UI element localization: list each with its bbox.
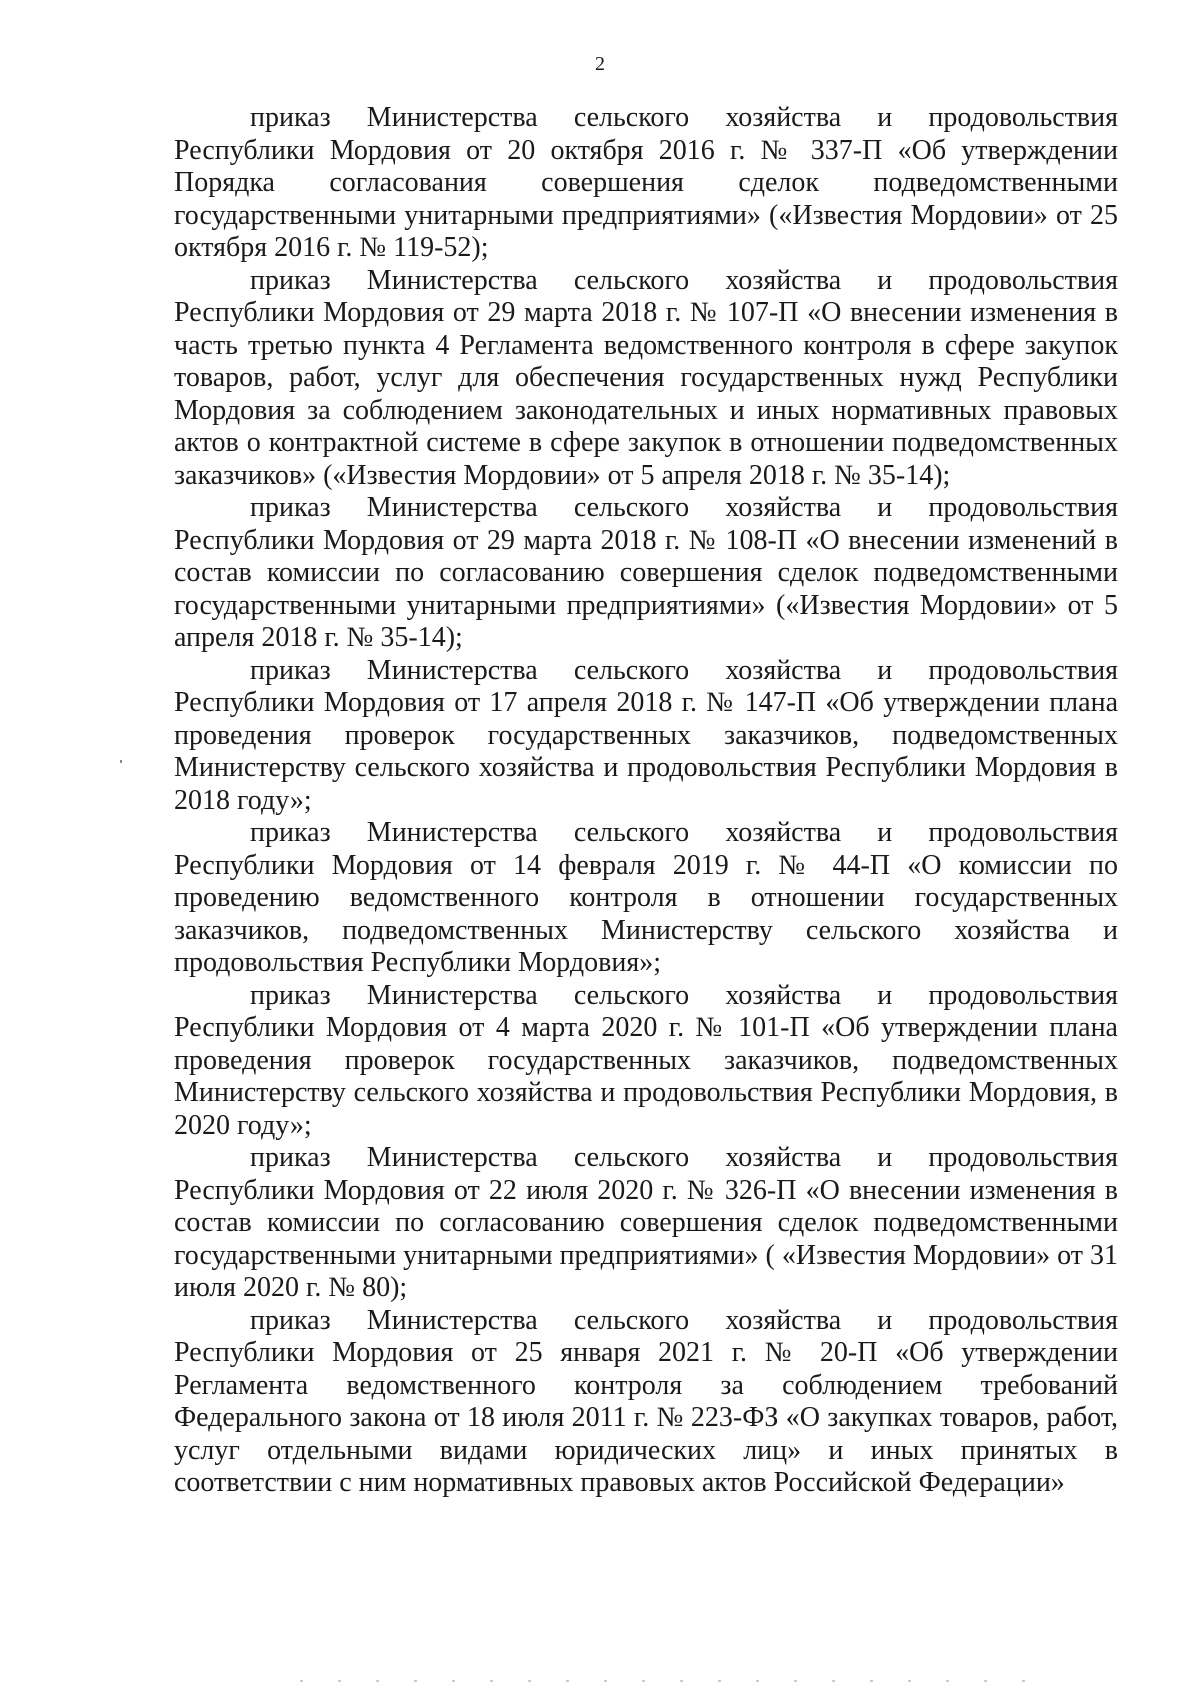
paragraph-order-337: приказ Министерства сельского хозяйства и продовольствия Республики Мордовия от 20 октября 2016 г. № 337-П «Об утверждении Порядка согласования совершения сделок подведомственными государственными унитарными предприятиями» («Известия Мордовии» от 25 октября 2016 г. № 119-52); xyxy=(174,102,1118,263)
paragraph-order-326: приказ Министерства сельского хозяйства и продовольствия Республики Мордовия от 22 июля 2020 г. № 326-П «О внесении изменения в состав комиссии по согласованию совершения сделок подведомственными государственными унитарными предприятиями» ( «Известия Мордовии» от 31 июля 2020 г. № 80); xyxy=(174,1142,1118,1303)
page-number: 2 xyxy=(595,53,605,75)
paragraph-order-101: приказ Министерства сельского хозяйства и продовольствия Республики Мордовия от 4 марта 2020 г. № 101-П «Об утверждении плана проведения проверок государственных заказчиков, подведомственных Министерству сельского хозяйства и продовольствия Республики Мордовия, в 2020 году»; xyxy=(174,979,1118,1141)
paragraph-order-20: приказ Министерства сельского хозяйства и продовольствия Республики Мордовия от 25 января 2021 г. № 20-П «Об утверждении Регламента ведомственного контроля за соблюдением требований Федерального закона от 18 июля 2011 г. № 223-ФЗ «О закупках товаров, работ, услуг отдельными видами юридических лиц» и иных принятых в соответствии с ним нормативных правовых актов Российской Федерации» xyxy=(174,1304,1118,1498)
paragraph-order-44: приказ Министерства сельского хозяйства и продовольствия Республики Мордовия от 14 февраля 2019 г. № 44-П «О комиссии по проведению ведомственного контроля в отношении государственных заказчиков, подведомственных Министерству сельского хозяйства и продовольствия Республики Мордовия»; xyxy=(174,817,1118,978)
paragraph-order-147: приказ Министерства сельского хозяйства и продовольствия Республики Мордовия от 17 апреля 2018 г. № 147-П «Об утверждении плана проведения проверок государственных заказчиков, подведомственных Министерству сельского хозяйства и продовольствия Республики Мордовия в 2018 году»; xyxy=(174,654,1118,816)
paragraph-order-108: приказ Министерства сельского хозяйства и продовольствия Республики Мордовия от 29 марта 2018 г. № 108-П «О внесении изменений в состав комиссии по согласованию совершения сделок подведомственными государственными унитарными предприятиями» («Известия Мордовии» от 5 апреля 2018 г. № 35-14); xyxy=(174,492,1118,653)
scan-artifact-mark xyxy=(120,760,122,763)
scan-artifact-dots xyxy=(300,1680,1060,1682)
paragraph-order-107: приказ Министерства сельского хозяйства и продовольствия Республики Мордовия от 29 марта 2018 г. № 107-П «О внесении изменения в часть третью пункта 4 Регламента ведомственного контроля в сфере закупок товаров, работ, услуг для обеспечения государственных нужд Республики Мордовия за соблюдением законодательных и иных нормативных правовых актов о контрактной системе в сфере закупок в отношении подведомственных заказчиков» («Известия Мордовии» от 5 апреля 2018 г. № 35-14); xyxy=(174,264,1118,491)
document-body xyxy=(174,102,1118,1500)
